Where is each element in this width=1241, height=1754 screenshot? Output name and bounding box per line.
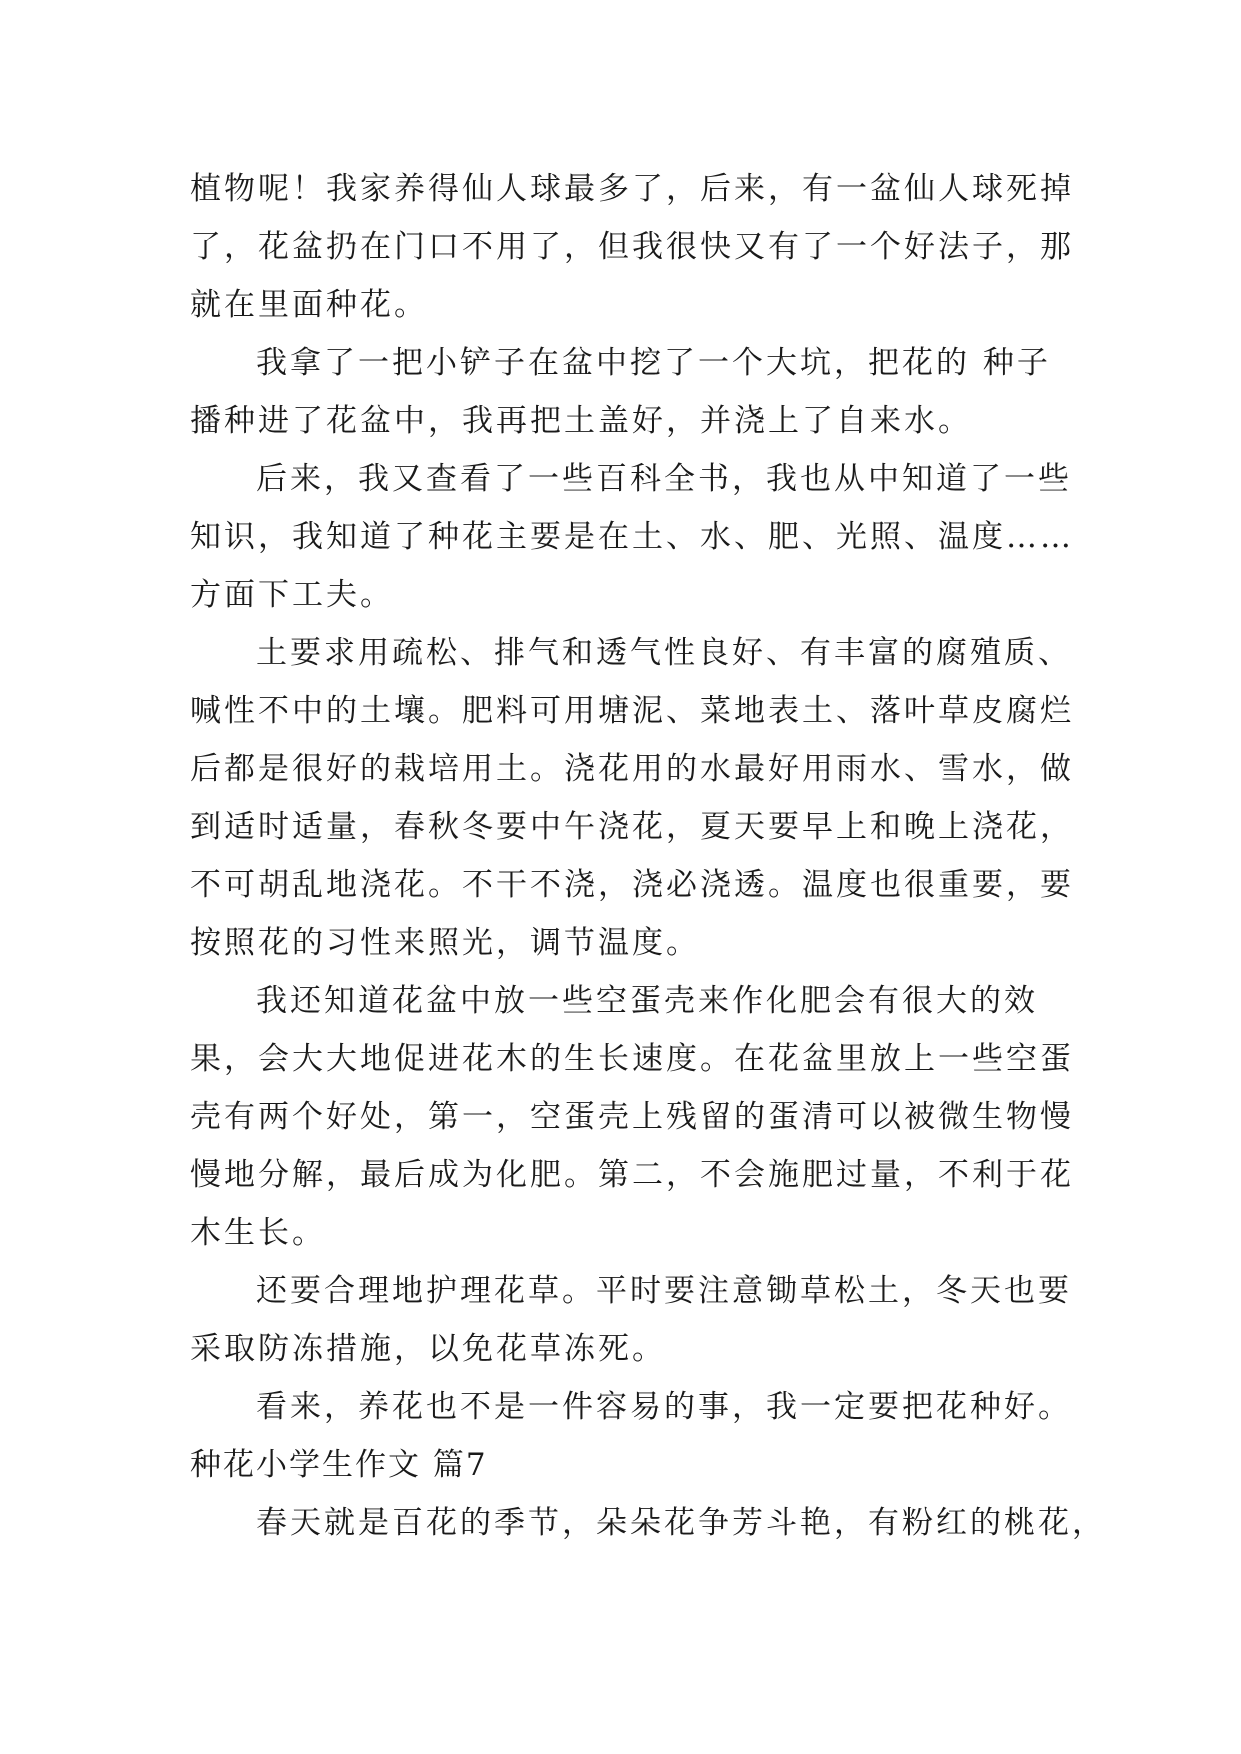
paragraph-start-line: 后来，我又查看了一些百科全书，我也从中知道了一些 xyxy=(256,461,1072,497)
paragraph-start-line: 春天就是百花的季节，朵朵花争芳斗艳，有粉红的桃花， xyxy=(256,1505,1106,1541)
text-line: 不可胡乱地浇花。不干不浇，浇必浇透。温度也很重要，要 xyxy=(190,867,1074,903)
paragraph-start-line: 还要合理地护理花草。平时要注意锄草松土，冬天也要 xyxy=(256,1273,1072,1309)
section-heading: 种花小学生作文 篇7 xyxy=(190,1447,488,1483)
text-line: 播种进了花盆中，我再把土盖好，并浇上了自来水。 xyxy=(190,403,972,439)
text-line: 方面下工夫。 xyxy=(190,577,394,613)
text-line: 木生长。 xyxy=(190,1215,326,1251)
text-line: 采取防冻措施，以免花草冻死。 xyxy=(190,1331,666,1367)
paragraph-start-line: 我还知道花盆中放一些空蛋壳来作化肥会有很大的效 xyxy=(256,983,1038,1019)
document-body xyxy=(190,160,1106,1552)
paragraph-start-line: 我拿了一把小铲子在盆中挖了一个大坑，把花的 种子 xyxy=(256,345,1051,381)
text-line: 按照花的习性来照光，调节温度。 xyxy=(190,925,700,961)
text-line: 喊性不中的土壤。肥料可用塘泥、菜地表土、落叶草皮腐烂 xyxy=(190,693,1074,729)
text-line: 慢地分解，最后成为化肥。第二，不会施肥过量，不利于花 xyxy=(190,1157,1074,1193)
text-line: 到适时适量，春秋冬要中午浇花，夏天要早上和晚上浇花， xyxy=(190,809,1074,845)
text-line: 后都是很好的栽培用土。浇花用的水最好用雨水、雪水，做 xyxy=(190,751,1074,787)
text-line: 知识，我知道了种花主要是在土、水、肥、光照、温度…… xyxy=(190,519,1074,555)
paragraph-start-line: 看来，养花也不是一件容易的事，我一定要把花种好。 xyxy=(256,1389,1072,1425)
text-line: 植物呢！我家养得仙人球最多了，后来，有一盆仙人球死掉 xyxy=(190,171,1074,207)
paragraph-start-line: 土要求用疏松、排气和透气性良好、有丰富的腐殖质、 xyxy=(256,635,1072,671)
text-line: 果，会大大地促进花木的生长速度。在花盆里放上一些空蛋 xyxy=(190,1041,1074,1077)
text-line: 就在里面种花。 xyxy=(190,287,428,323)
text-line: 壳有两个好处，第一，空蛋壳上残留的蛋清可以被微生物慢 xyxy=(190,1099,1074,1135)
text-line: 了，花盆扔在门口不用了，但我很快又有了一个好法子，那 xyxy=(190,229,1074,265)
